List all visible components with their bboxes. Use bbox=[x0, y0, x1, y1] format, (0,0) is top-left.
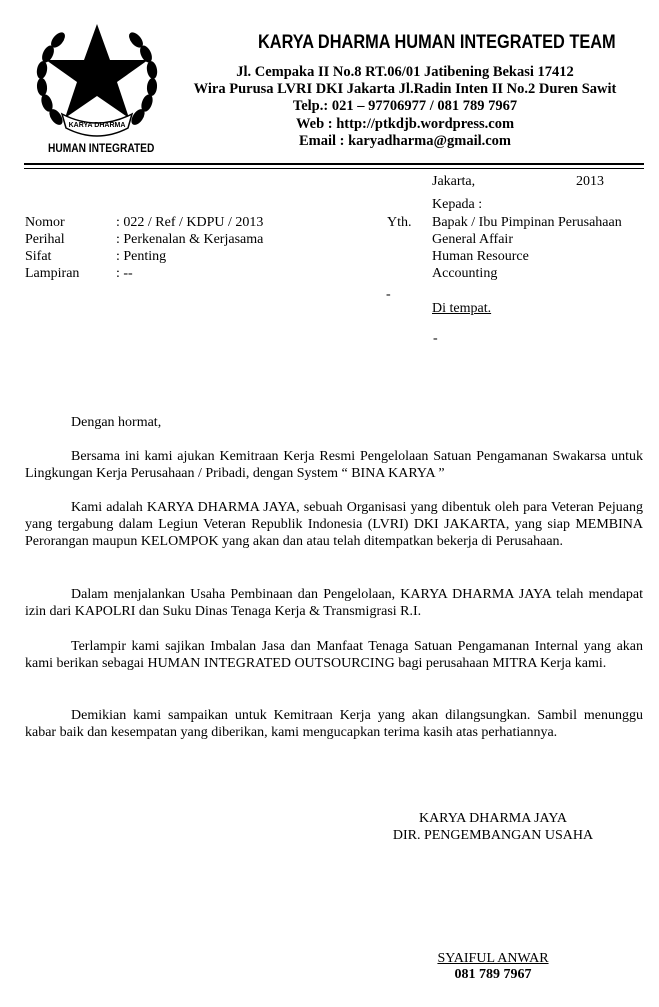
star-wreath-emblem-icon bbox=[24, 10, 170, 150]
web-line: Web : http://ptkdjb.wordpress.com bbox=[295, 116, 515, 132]
signature-organization: KARYA DHARMA JAYA bbox=[418, 811, 568, 826]
address-line-1: Jl. Cempaka II No.8 RT.06/01 Jatibening Bekasi 17412 bbox=[236, 64, 574, 80]
recipient-yth: Yth. bbox=[387, 215, 412, 230]
recipient-di-tempat: Di tempat. bbox=[432, 301, 492, 316]
meta-value-perihal: : Perkenalan & Kerjasama bbox=[116, 232, 264, 247]
recipient-line: Human Resource bbox=[432, 249, 529, 264]
header-divider-thick bbox=[24, 163, 644, 165]
body-paragraph: Bersama ini kami ajukan Kemitraan Kerja Resmi Pengelolaan Satuan Pengamanan Swakarsa untuk Lingkungan Kerja Perusahaan / Pribadi, dengan System “ BINA KARYA ” bbox=[25, 449, 643, 481]
meta-value-sifat: : Penting bbox=[116, 249, 167, 264]
recipient-line: Bapak / Ibu Pimpinan Perusahaan bbox=[432, 215, 622, 230]
organization-logo bbox=[24, 10, 170, 150]
recipient-kepada: Kepada : bbox=[432, 197, 483, 212]
logo-caption: HUMAN INTEGRATED bbox=[48, 141, 155, 155]
greeting: Dengan hormat, bbox=[71, 415, 162, 430]
body-paragraph: Demikian kami sampaikan untuk Kemitraan Kerja yang akan dilangsungkan. Sambil menunggu kabar baik dan kesempatan yang diberikan, kami mengucapkan terima kasih atas perhatiannya. bbox=[25, 708, 643, 740]
header-divider-thin bbox=[24, 168, 644, 169]
recipient-dash: - bbox=[433, 331, 438, 346]
meta-value-nomor: : 022 / Ref / KDPU / 2013 bbox=[116, 215, 264, 230]
meta-label-sifat: Sifat bbox=[25, 249, 52, 264]
recipient-line: Accounting bbox=[432, 266, 498, 281]
recipient-line: General Affair bbox=[432, 232, 513, 247]
meta-label-perihal: Perihal bbox=[25, 232, 65, 247]
signature-name: SYAIFUL ANWAR bbox=[437, 951, 549, 966]
meta-label-lampiran: Lampiran bbox=[25, 266, 80, 281]
letter-place: Jakarta, bbox=[432, 174, 476, 189]
svg-text:KARYA DHARMA: KARYA DHARMA bbox=[68, 122, 126, 129]
body-paragraph: Kami adalah KARYA DHARMA JAYA, sebuah Organisasi yang dibentuk oleh para Veteran Pejuang yang tergabung dalam Legiun Veteran Republik Indonesia (LVRI) DKI JAKARTA, yang siap MEMBINA Perorangan maupun KELOMPOK yang akan dan atau telah ditempatkan bekerja di Perusahaan. bbox=[25, 500, 643, 549]
address-line-2: Wira Purusa LVRI DKI Jakarta Jl.Radin Inten II No.2 Duren Sawit bbox=[193, 81, 617, 97]
email-line: Email : karyadharma@gmail.com bbox=[298, 133, 512, 149]
signature-phone: 081 789 7967 bbox=[454, 967, 532, 982]
meta-value-lampiran: : -- bbox=[116, 266, 133, 281]
body-paragraph: Dalam menjalankan Usaha Pembinaan dan Pengelolaan, KARYA DHARMA JAYA telah mendapat izin dari KAPOLRI dan Suku Dinas Tenaga Kerja & Transmigrasi R.I. bbox=[25, 587, 643, 619]
recipient-dash: - bbox=[386, 287, 391, 302]
phone-line: Telp.: 021 – 97706977 / 081 789 7967 bbox=[292, 98, 518, 114]
meta-label-nomor: Nomor bbox=[25, 215, 65, 230]
body-paragraph: Terlampir kami sajikan Imbalan Jasa dan Manfaat Tenaga Satuan Pengamanan Internal yang akan kami berikan sebagai HUMAN INTEGRATED OUTSOURCING bagi perusahaan MITRA Kerja kami. bbox=[25, 639, 643, 671]
organization-title: KARYA DHARMA HUMAN INTEGRATED TEAM bbox=[258, 32, 616, 53]
letter-year: 2013 bbox=[576, 174, 604, 189]
signature-position: DIR. PENGEMBANGAN USAHA bbox=[392, 828, 594, 843]
